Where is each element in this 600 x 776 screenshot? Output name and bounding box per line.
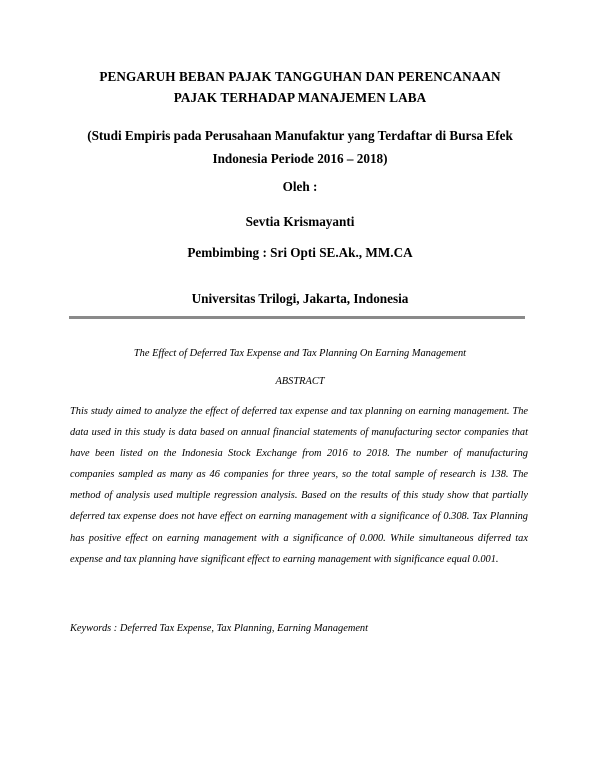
supervisor-line: Pembimbing : Sri Opti SE.Ak., MM.CA (187, 245, 413, 260)
abstract-heading: ABSTRACT (275, 376, 325, 387)
affiliation: Universitas Trilogi, Jakarta, Indonesia (191, 291, 409, 306)
paper-title (0, 66, 600, 108)
abstract-text: This study aimed to analyze the effect of deferred tax expense and tax planning on earning management. The data used in this study is data based on annual financial statements of manufacturing sector companies that have been listed on the Indonesia Stock Exchange from 2016 to 2018. The number of manufacturing companies sampled as many as 46 companies for three years, so the total sample of research is 138. The method of analysis used multiple regression analysis. Based on the results of this study show that partially deferred tax expense does not have effect on earning management with a significance of 0.308. Tax Planning has positive effect on earning management with a significance of 0.000. While simultaneous diferred tax expense and tax planning have significant effect to earning management with significance equal 0.001. (70, 406, 528, 565)
english-title: The Effect of Deferred Tax Expense and Tax Planning On Earning Management (133, 348, 467, 359)
header-divider (69, 316, 525, 319)
paper-subtitle-line-2: Indonesia Periode 2016 – 2018) (212, 151, 388, 166)
paper-title-line-1: PENGARUH BEBAN PAJAK TANGGUHAN DAN PERENCANAAN (99, 69, 501, 84)
by-label: Oleh : (282, 179, 318, 194)
author-name: Sevtia Krismayanti (245, 214, 355, 229)
keywords: Keywords : Deferred Tax Expense, Tax Planning, Earning Management (70, 623, 369, 634)
paper-title-line-2: PAJAK TERHADAP MANAJEMEN LABA (173, 90, 427, 105)
paper-subtitle-line-1: (Studi Empiris pada Perusahaan Manufaktur yang Terdaftar di Bursa Efek (87, 128, 513, 143)
paper-subtitle (0, 124, 600, 170)
